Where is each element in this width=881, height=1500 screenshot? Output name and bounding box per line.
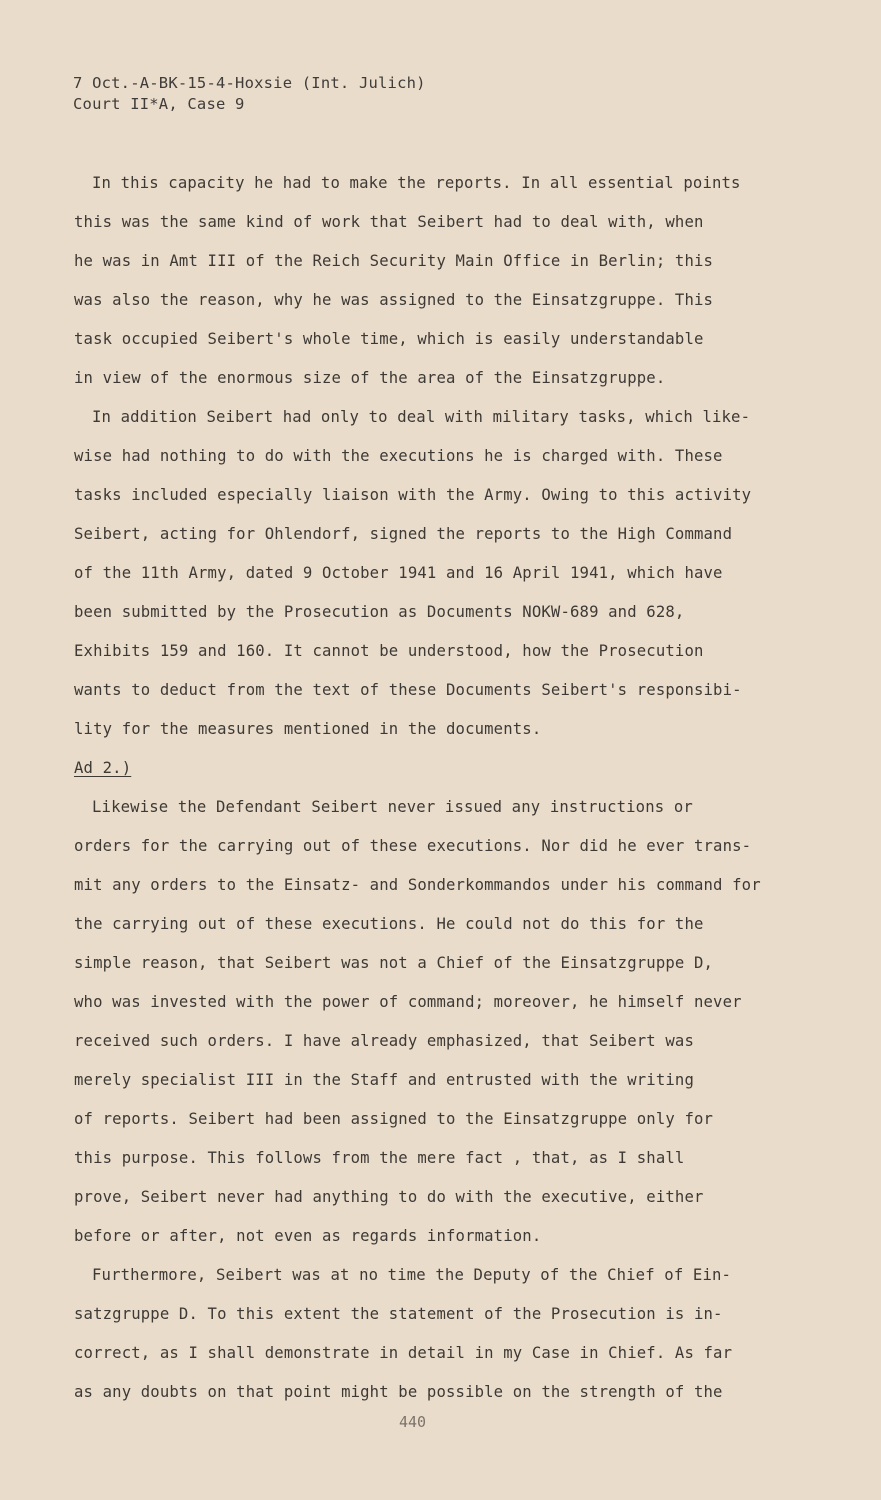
page-number: 440 <box>399 1413 427 1431</box>
body-line-24: merely specialist III in the Staff and entrusted with the writing <box>74 1071 694 1089</box>
body-line-10: Seibert, acting for Ohlendorf, signed the reports to the High Command <box>74 525 733 543</box>
body-line-30: satzgruppe D. To this extent the statement of the Prosecution is in- <box>74 1305 723 1323</box>
body-line-6: in view of the enormous size of the area of the Einsatzgruppe. <box>74 369 666 387</box>
body-line-5: task occupied Seibert's whole time, which is easily understandable <box>74 330 704 348</box>
body-line-3: he was in Amt III of the Reich Security Main Office in Berlin; this <box>74 252 714 270</box>
body-line-23: received such orders. I have already emphasized, that Seibert was <box>74 1032 694 1050</box>
body-line-27: prove, Seibert never had anything to do with the executive, either <box>74 1188 704 1206</box>
body-line-4: was also the reason, why he was assigned to the Einsatzgruppe. This <box>74 291 714 309</box>
section-heading-ad-2: Ad 2.) <box>74 759 132 777</box>
body-line-2: this was the same kind of work that Seibert had to deal with, when <box>74 213 704 231</box>
body-line-18: orders for the carrying out of these executions. Nor did he ever trans- <box>74 837 752 855</box>
body-line-1: In this capacity he had to make the reports. In all essential points <box>92 174 741 192</box>
body-line-17: Likewise the Defendant Seibert never issued any instructions or <box>92 798 693 816</box>
body-line-31: correct, as I shall demonstrate in detail in my Case in Chief. As far <box>74 1344 733 1362</box>
body-line-8: wise had nothing to do with the executions he is charged with. These <box>74 447 723 465</box>
body-line-14: wants to deduct from the text of these Documents Seibert's responsibi- <box>74 681 742 699</box>
body-line-25: of reports. Seibert had been assigned to the Einsatzgruppe only for <box>74 1110 714 1128</box>
body-line-29: Furthermore, Seibert was at no time the Deputy of the Chief of Ein- <box>92 1266 732 1284</box>
document-header <box>73 73 426 115</box>
body-line-21: simple reason, that Seibert was not a Chief of the Einsatzgruppe D, <box>74 954 714 972</box>
body-line-7: In addition Seibert had only to deal with military tasks, which like- <box>92 408 751 426</box>
body-line-12: been submitted by the Prosecution as Documents NOKW-689 and 628, <box>74 603 685 621</box>
body-line-20: the carrying out of these executions. He could not do this for the <box>74 915 704 933</box>
body-line-15: lity for the measures mentioned in the documents. <box>74 720 542 738</box>
body-line-22: who was invested with the power of command; moreover, he himself never <box>74 993 742 1011</box>
body-line-11: of the 11th Army, dated 9 October 1941 and 16 April 1941, which have <box>74 564 723 582</box>
body-line-28: before or after, not even as regards information. <box>74 1227 542 1245</box>
body-line-19: mit any orders to the Einsatz- and Sonderkommandos under his command for <box>74 876 761 894</box>
body-line-26: this purpose. This follows from the mere fact , that, as I shall <box>74 1149 685 1167</box>
body-line-13: Exhibits 159 and 160. It cannot be understood, how the Prosecution <box>74 642 704 660</box>
header-line-1: 7 Oct.-A-BK-15-4-Hoxsie (Int. Julich) <box>73 74 426 92</box>
body-line-9: tasks included especially liaison with the Army. Owing to this activity <box>74 486 752 504</box>
header-line-2: Court II*A, Case 9 <box>73 95 245 113</box>
body-line-32: as any doubts on that point might be possible on the strength of the <box>74 1383 723 1401</box>
